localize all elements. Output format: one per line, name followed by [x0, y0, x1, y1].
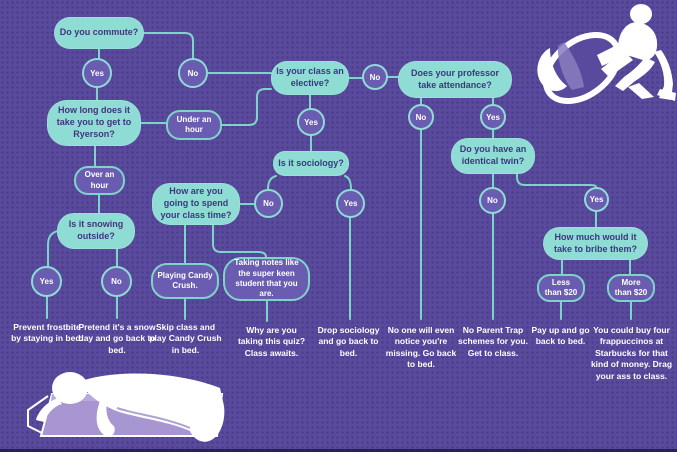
answer-elective-yes: Yes	[297, 108, 325, 136]
answer-commute-no: No	[178, 58, 208, 88]
answer-attendance-yes: Yes	[480, 104, 506, 130]
answer-commute-yes: Yes	[82, 58, 112, 88]
outcome-no-parent-trap: No Parent Trap schemes for you. Get to class.	[458, 325, 528, 358]
answer-elective-no: No	[362, 64, 388, 90]
outcome-snow-day: Pretend it's a snow day and go back to bed.	[78, 322, 156, 355]
connector	[48, 231, 58, 266]
question-snowing: Is it snowing outside?	[57, 213, 135, 249]
dragging-bag-icon	[520, 0, 677, 112]
outcome-not-noticed: No one will even notice you're missing. Go back to bed.	[385, 325, 457, 370]
answer-attendance-no: No	[408, 104, 434, 130]
answer-twin-no: No	[479, 187, 506, 214]
question-class-time: How are you going to spend your class time?	[152, 183, 240, 225]
connector	[517, 172, 596, 187]
dragging-bag-illustration	[520, 0, 677, 112]
question-elective: Is your class an elective?	[271, 61, 349, 95]
answer-snowing-no: No	[101, 266, 132, 297]
option-playing-candy-crush: Playing Candy Crush.	[151, 263, 219, 299]
outcome-frostbite: Prevent frostbite by staying in bed.	[11, 322, 83, 344]
option-taking-notes: Taking notes like the super keen student that you are.	[223, 257, 310, 301]
answer-sociology-yes: Yes	[336, 189, 365, 218]
connector	[213, 225, 266, 257]
answer-snowing-yes: Yes	[31, 266, 62, 297]
outcome-skip-class: Skip class and play Candy Crush in bed.	[149, 322, 222, 355]
option-more-than-20: More than $20	[607, 274, 655, 302]
question-commute-duration: How long does it take you to get to Ryerson?	[47, 100, 141, 146]
option-less-than-20: Less than $20	[537, 274, 585, 302]
answer-sociology-no: No	[254, 189, 283, 218]
sleeping-student-illustration	[14, 368, 239, 448]
question-commute: Do you commute?	[54, 17, 144, 49]
question-identical-twin: Do you have an identical twin?	[451, 138, 535, 174]
connector	[144, 33, 193, 58]
connector	[268, 176, 276, 189]
outcome-frappuccinos: You could buy four frappuccinos at Starbucks for that kind of money. Drag your ass to class.	[590, 325, 673, 381]
question-bribe-amount: How much would it take to bribe them?	[543, 227, 648, 260]
outcome-drop-sociology: Drop sociology and go back to bed.	[317, 325, 380, 358]
connector	[222, 89, 271, 125]
question-attendance: Does your professor take attendance?	[398, 61, 512, 98]
outcome-class-awaits: Why are you taking this quiz? Class awaits.	[237, 325, 306, 358]
option-over-an-hour: Over an hour	[74, 166, 125, 195]
question-sociology: Is it sociology?	[273, 151, 349, 176]
connector	[345, 176, 351, 189]
sleeping-student-icon	[14, 368, 239, 448]
option-under-an-hour: Under an hour	[166, 110, 222, 140]
answer-twin-yes: Yes	[584, 187, 609, 212]
outcome-pay-up: Pay up and go back to bed.	[531, 325, 590, 347]
